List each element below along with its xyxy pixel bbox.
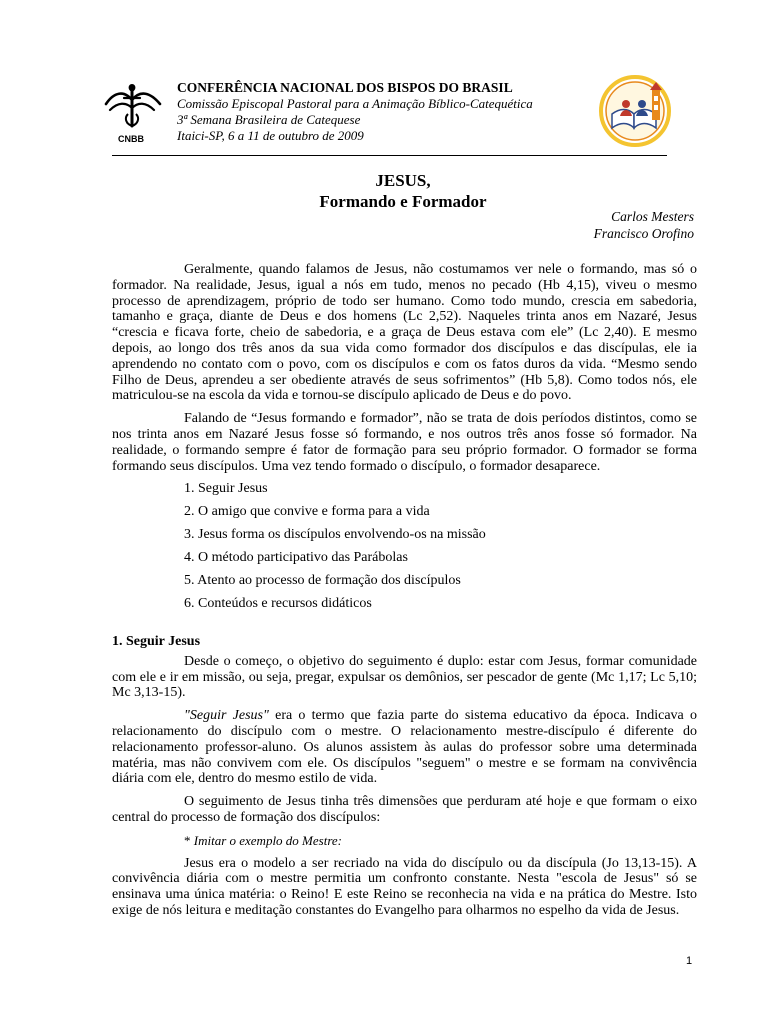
outline-item: 4. O método participativo das Parábolas [184,550,408,566]
section-paragraph [112,708,697,787]
outline-item: 5. Atento ao processo de formação dos discípulos [184,573,461,589]
page-number: 1 [686,955,693,967]
intro-paragraph: Geralmente, quando falamos de Jesus, não costumamos ver nele o formando, mas só o formador. Na realidade, Jesus, igual a nós em tudo, menos no pecado (Hb 4,15), viveu o mesmo processo de aprendizagem, próprio de todo ser humano. Como todo mundo, crescia em sabedoria, tamanho e graça, diante de Deus e dos homens (Lc 2,52). Naqueles trinta anos em Nazaré, Jesus “crescia e ficava forte, cheio de sabedoria, e a graça de Deus estava com ele” (Lc 2,40). E mesmo depois, ao longo dos três anos da sua vida como formador dos discípulos e das discípulas, ele ia aprendendo no contato com o povo, com os discípulos e com os fatos duros da vida. “Mesmo sendo Filho de Deus, aprendeu a ser obediente através de seus sofrimentos” (Hb 5,8). Como todos nós, ele matriculou-se na escola da vida e tornou-se discípulo aplicado de Deus e do povo. [112,262,697,404]
cnbb-logo-text: CNBB [118,134,144,144]
catechesis-emblem-icon [598,74,672,148]
commission-name: Comissão Episcopal Pastoral para a Animação Bíblico-Catequética [177,96,533,111]
author-name: Carlos Mesters [611,209,694,224]
event-place-date: Itaici-SP, 6 a 11 de outubro de 2009 [177,128,364,143]
outline-item: 2. O amigo que convive e forma para a vida [184,504,430,520]
subsection-heading [184,833,697,849]
bullet-star: * [184,832,194,848]
document-body [112,262,697,926]
document-title [112,170,694,212]
section-paragraph: O seguimento de Jesus tinha três dimensões que perduram até hoje e que formam o eixo central do processo de formação dos discípulos: [112,794,697,826]
cnbb-logo [100,74,168,148]
header-divider [112,155,667,156]
subsection-heading-text: Imitar o exemplo do Mestre: [193,832,343,848]
section-heading: 1. Seguir Jesus [112,634,201,650]
section-paragraph: Jesus era o modelo a ser recriado na vida do discípulo ou da discípula (Jo 13,13-15). A convivência diária com o mestre permitia um confronto constante. Nesta "escola de Jesus" só se ensinava uma única matéria: o Reino! E este Reino se reconhecia na vida e na prática do Mestre. Isto exige de nós leitura e meditação constantes do Evangelho para olharmos no espelho da vida de Jesus. [112,855,697,919]
paragraph-text: era o termo que fazia parte do sistema educativo da época. Indicava o relacionamento do discípulo com o mestre. O relacionamento mestre-discípulo é diferente do relacionamento professor-aluno. Os alunos assistem às aulas do professor sobre uma determinada matéria, mas não convivem com ele. Os discípulos "seguem" o mestre e se formam na convivência diária com ele, dentro do mesmo estilo de vida. [112,708,697,787]
intro-paragraph: Falando de “Jesus formando e formador”, não se trata de dois períodos distintos, como se nos trinta anos em Nazaré Jesus fosse só formando, e nos outros três anos fosse só formador. Na realidade, o formando sempre é fator de formação para seu próprio formador. O formador se forma formando seus discípulos. Uma vez tendo formado o discípulo, o formador desaparece. [112,411,697,474]
title-line-1: JESUS, [375,171,431,190]
topics-outline [112,481,697,612]
outline-item: 6. Conteúdos e recursos didáticos [184,596,372,612]
event-name: 3ª Semana Brasileira de Catequese [177,112,361,127]
title-line-2: Formando e Formador [319,192,487,211]
section-paragraph: Desde o começo, o objetivo do seguimento é duplo: estar com Jesus, formar comunidade com ele e ir em missão, ou seja, pregar, expulsar os demônios, ser pescador de gente (Mc 1,17; Lc 5,10; Mc 3,13-15). [112,653,697,701]
outline-item: 3. Jesus forma os discípulos envolvendo-os na missão [184,527,486,543]
semana-catequese-logo [598,74,672,148]
header-text-block [177,80,597,144]
authors [112,208,694,242]
outline-item: 1. Seguir Jesus [184,481,268,497]
organization-name: CONFERÊNCIA NACIONAL DOS BISPOS DO BRASIL [177,80,513,95]
author-name: Francisco Orofino [593,226,694,241]
dove-cross-icon [100,74,168,148]
emphasized-term: "Seguir Jesus" [184,708,269,724]
